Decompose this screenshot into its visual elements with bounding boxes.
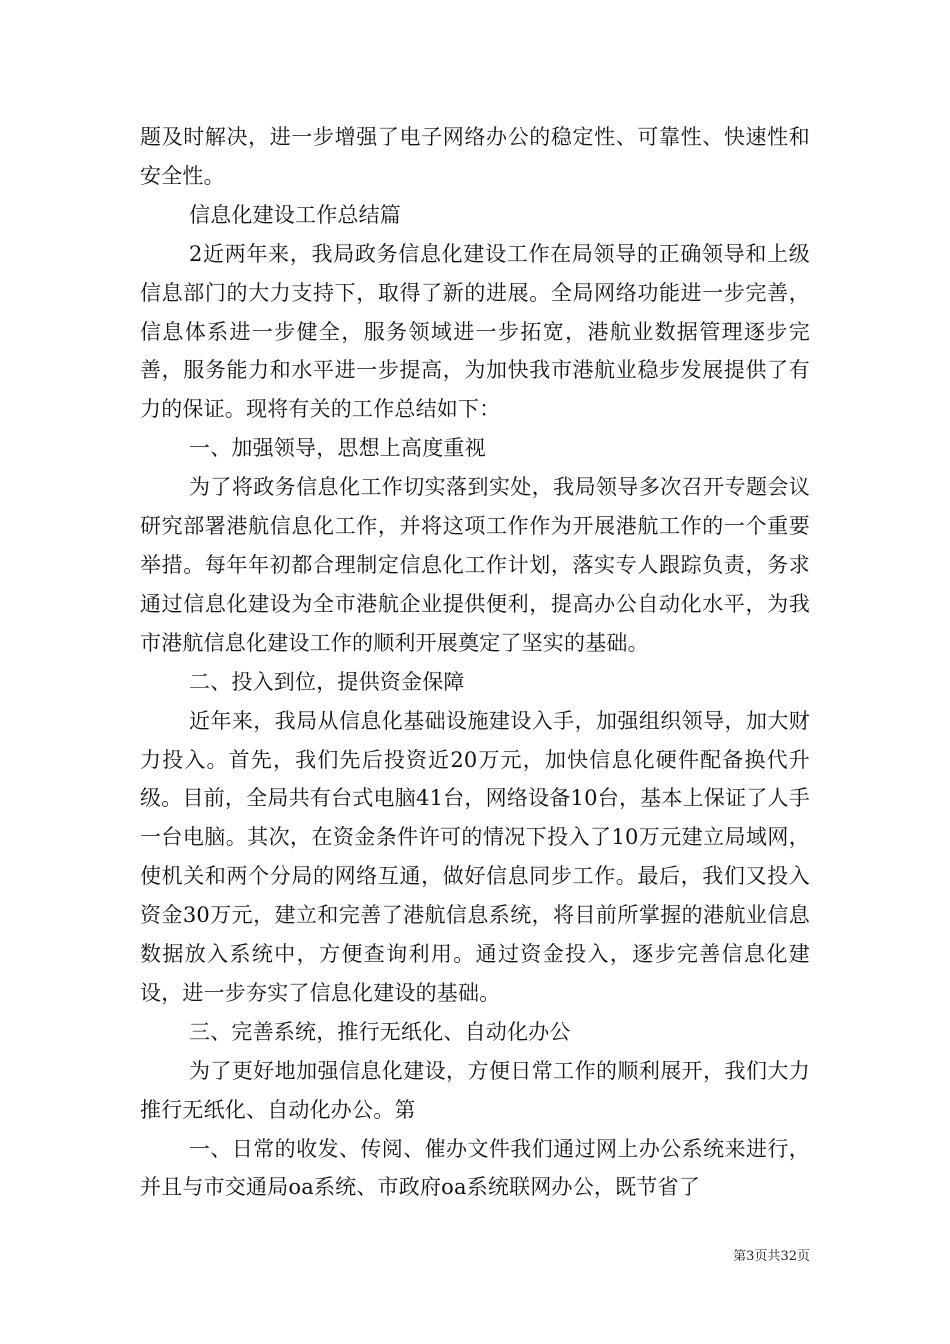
heading-system: 三、完善系统，推行无纸化、自动化办公 (189, 1019, 571, 1044)
heading-investment: 二、投入到位，提供资金保障 (189, 669, 465, 694)
paragraph-continuation: 题及时解决，进一步增强了电子网络办公的稳定性、可靠性、快速性和安全性。 (140, 125, 810, 188)
document-body (140, 118, 810, 1207)
heading-leadership: 一、加强领导，思想上高度重视 (189, 436, 486, 461)
paragraph-daily-work: 一、日常的收发、传阅、催办文件我们通过网上办公系统来进行，并且与市交通局oa系统、市政府oa系统联网办公，既节省了 (140, 1136, 810, 1200)
paragraph-investment: 近年来，我局从信息化基础设施建设入手，加强组织领导，加大财力投入。首先，我们先后投资近20万元，加快信息化硬件配备换代升级。目前，全局共有台式电脑41台，网络设备10台，基本上保证了人手一台电脑。其次，在资金条件许可的情况下投入了10万元建立局域网，使机关和两个分局的网络互通，做好信息同步工作。最后，我们又投入资金30万元，建立和完善了港航信息系统，将目前所掌握的港航业信息数据放入系统中，方便查询利用。通过资金投入，逐步完善信息化建设，进一步夯实了信息化建设的基础。 (140, 708, 810, 1005)
page-number: 第3页共32页 (733, 1249, 810, 1264)
paragraph-leadership: 为了将政务信息化工作切实落到实处，我局领导多次召开专题会议研究部署港航信息化工作，并将这项工作作为开展港航工作的一个重要举措。每年年初都合理制定信息化工作计划，落实专人跟踪负责，务求通过信息化建设为全市港航企业提供便利，提高办公自动化水平，为我市港航信息化建设工作的顺利开展奠定了坚实的基础。 (140, 475, 810, 655)
section-title: 信息化建设工作总结篇 (189, 202, 401, 227)
paragraph-system: 为了更好地加强信息化建设，方便日常工作的顺利展开，我们大力推行无纸化、自动化办公。第 (140, 1058, 810, 1122)
paragraph-intro: 2近两年来，我局政务信息化建设工作在局领导的正确领导和上级信息部门的大力支持下，取得了新的进展。全局网络功能进一步完善，信息体系进一步健全，服务领域进一步拓宽，港航业数据管理逐步完善，服务能力和水平进一步提高，为加快我市港航业稳步发展提供了有力的保证。现将有关的工作总结如下： (140, 241, 810, 422)
